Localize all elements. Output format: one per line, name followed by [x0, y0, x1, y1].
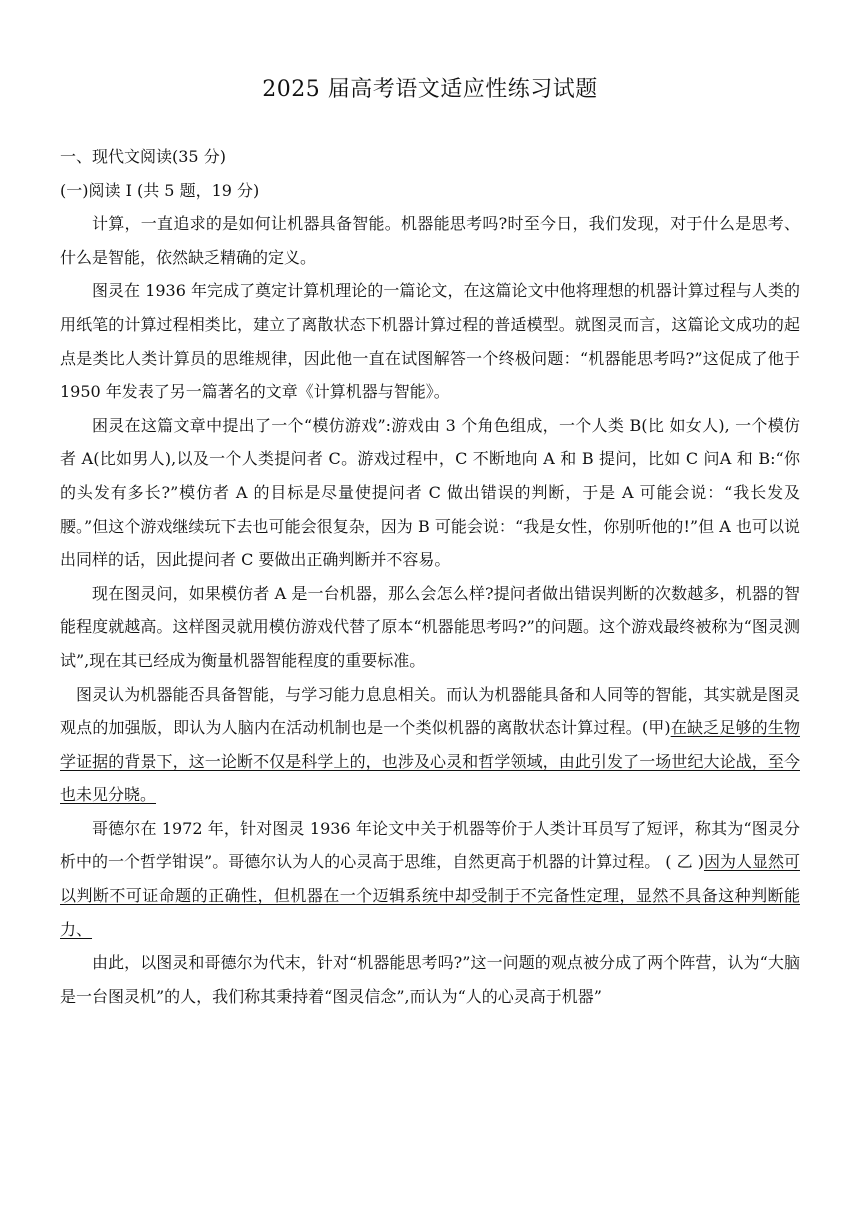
paragraph-6	[60, 812, 800, 946]
paragraph-3: 困灵在这篇文章中提出了一个“模仿游戏”:游戏由 3 个角色组成，一个人类 B(比 如女人), 一个模仿者 A(比如男人),以及一个人类提问者 C。游戏过程中，C 不断地向 A 和 B 提问，比如 C 问A 和 B:“你的头发有多长?”模仿者 A 的目标是尽量使提问者 C 做出错误的判断，于是 A 可能会说：“我长发及腰。”但这个游戏继续玩下去也可能会很复杂，因为 B 可能会说：“我是女性，你别听他的!”但 A 也可以说出同样的话，因此提问者 C 要做出正确判断并不容易。	[60, 415, 800, 570]
paragraph-7: 由此，以图灵和哥德尔为代末，针对“机器能思考吗?”这一问题的观点被分成了两个阵营，认为“大脑是一台图灵机”的人，我们称其秉持着“图灵信念”,而认为“人的心灵高于机器”	[60, 953, 800, 1006]
paragraph-5-text: 图灵认为机器能否具备智能，与学习能力息息相关。而认为机器能具备和人同等的智能，其实就是图灵观点的加强版，即认为人脑内在活动机制也是一个类似机器的离散状态计算过程。(甲)	[60, 684, 800, 738]
underlined-sentence-yi: 因为人显然可以判断不可证命题的正确性，但机器在一个迈辑系统中却受制于不完备性定理，显然不具备这种判断能力、	[60, 852, 800, 939]
page-title: 2025 届高考语文适应性练习试题	[262, 77, 598, 102]
document-body	[60, 140, 800, 1013]
sub-heading: (一)阅读 I (共 5 题，19 分)	[60, 180, 260, 200]
paragraph-2: 图灵在 1936 年完成了奠定计算机理论的一篇论文，在这篇论文中他将理想的机器计算过程与人类的用纸笔的计算过程相类比，建立了离散状态下机器计算过程的普适模型。就图灵而言，这篇论文成功的起点是类比人类计算员的思维规律，因此他一直在试图解答一个终极问题：“机器能思考吗?”这促成了他于 1950 年发表了另一篇著名的文章《计算机器与智能》。	[60, 281, 800, 402]
underlined-sentence-jia: 在缺乏足够的生物学证据的背景下，这一论断不仅是科学上的，也涉及心灵和哲学领域，由此引发了一场世纪大论战，至今也未见分晓。	[60, 718, 800, 805]
paragraph-5	[60, 678, 800, 812]
paragraph-6-text: 哥德尔在 1972 年，针对图灵 1936 年论文中关于机器等价于人类计耳员写了短评，称其为“图灵分析中的一个哲学钳误”。哥德尔认为人的心灵高于思维，自然更高于机器的计算过程。 ( 乙 )	[60, 818, 800, 872]
section-heading: 一、现代文阅读(35 分)	[60, 147, 226, 166]
paragraph-1: 计算，一直追求的是如何让机器具备智能。机器能思考吗?时至今日，我们发现，对于什么是思考、什么是智能，依然缺乏精确的定义。	[60, 214, 800, 267]
paragraph-4: 现在图灵问，如果模仿者 A 是一台机器，那么会怎么样?提问者做出错误判断的次数越多，机器的智能程度就越高。这样图灵就用模仿游戏代替了原本“机器能思考吗?”的问题。这个游戏最终被称为“图灵测试”,现在其已经成为衡量机器智能程度的重要标准。	[60, 583, 800, 670]
